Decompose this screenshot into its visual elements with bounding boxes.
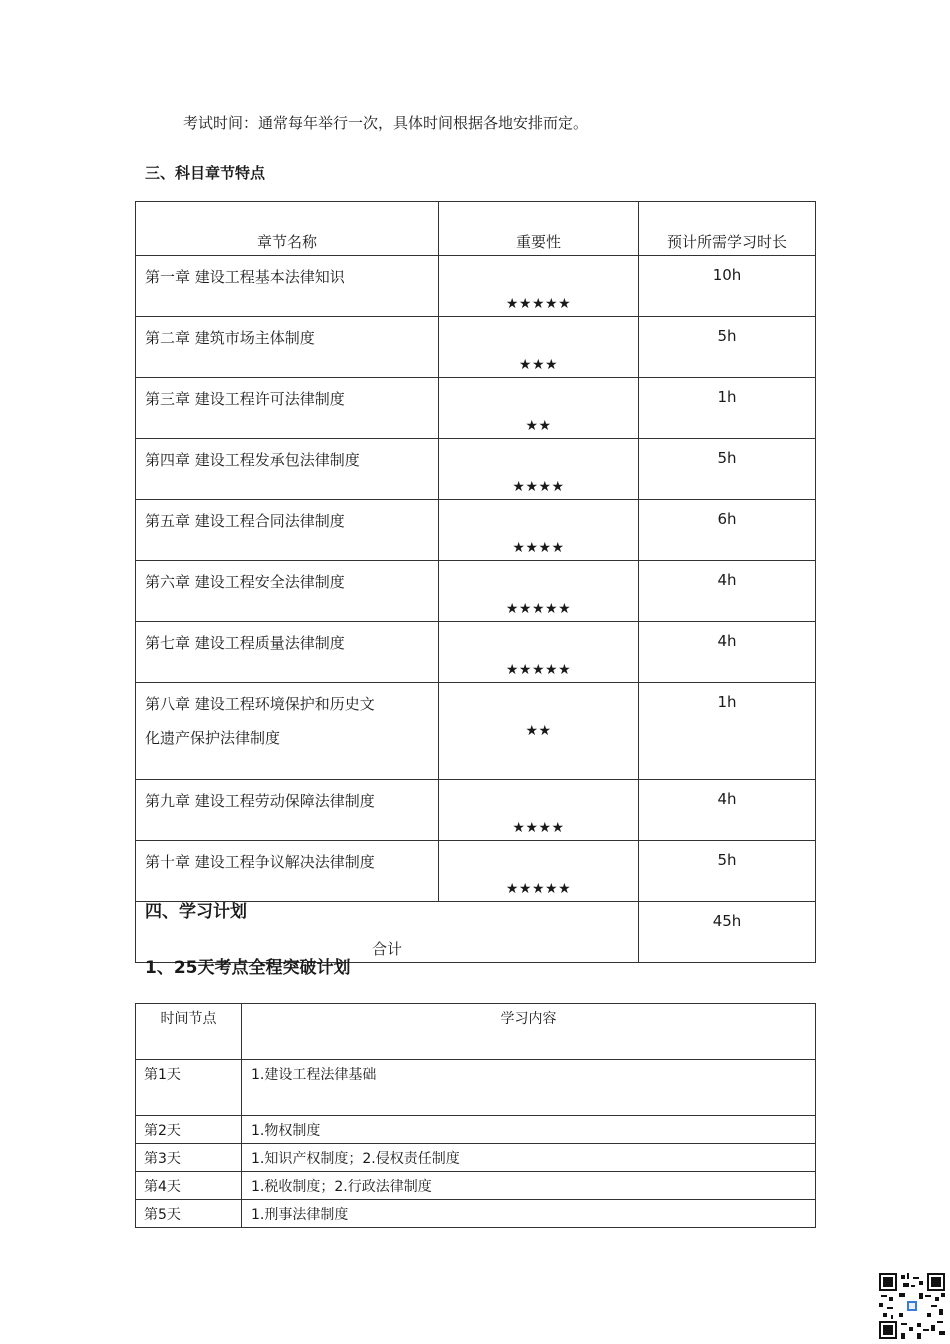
chapter-name: 第十章 建设工程争议解决法律制度 xyxy=(136,841,439,902)
chapter-name xyxy=(136,683,439,780)
section-4-heading: 四、学习计划 xyxy=(145,902,247,922)
header-study-hours: 预计所需学习时长 xyxy=(639,202,816,256)
plan-day: 第4天 xyxy=(136,1172,242,1200)
table-row xyxy=(136,1144,816,1172)
study-hours: 10h xyxy=(639,256,816,317)
importance-stars: ★★★★ xyxy=(439,500,639,561)
study-hours: 6h xyxy=(639,500,816,561)
plan-day: 第3天 xyxy=(136,1144,242,1172)
chapter-name: 第一章 建设工程基本法律知识 xyxy=(136,256,439,317)
table-row xyxy=(136,1116,816,1144)
table-row xyxy=(136,1200,816,1228)
table-row xyxy=(136,780,816,841)
table-header-row xyxy=(136,202,816,256)
chapter-name: 第五章 建设工程合同法律制度 xyxy=(136,500,439,561)
study-hours: 4h xyxy=(639,622,816,683)
table-row xyxy=(136,841,816,902)
importance-stars: ★★★★★ xyxy=(439,561,639,622)
chapter-name: 第三章 建设工程许可法律制度 xyxy=(136,378,439,439)
chapter-name: 第二章 建筑市场主体制度 xyxy=(136,317,439,378)
study-hours: 1h xyxy=(639,378,816,439)
table-row xyxy=(136,256,816,317)
table-row xyxy=(136,1172,816,1200)
plan-content: 1.物权制度 xyxy=(242,1116,816,1144)
plan-content: 1.知识产权制度；2.侵权责任制度 xyxy=(242,1144,816,1172)
study-hours: 5h xyxy=(639,841,816,902)
chapter-name-line-1: 第八章 建设工程环境保护和历史文 xyxy=(145,695,375,713)
chapter-name-line-2: 化遗产保护法律制度 xyxy=(145,729,281,747)
chapter-name: 第九章 建设工程劳动保障法律制度 xyxy=(136,780,439,841)
study-hours: 4h xyxy=(639,561,816,622)
section-3-heading: 三、科目章节特点 xyxy=(145,164,266,182)
chapter-name: 第六章 建设工程安全法律制度 xyxy=(136,561,439,622)
exam-time-text: 考试时间：通常每年举行一次，具体时间根据各地安排而定。 xyxy=(183,114,589,132)
plan-day: 第5天 xyxy=(136,1200,242,1228)
table-row xyxy=(136,378,816,439)
plan-content: 1.刑事法律制度 xyxy=(242,1200,816,1228)
importance-stars: ★★★★★ xyxy=(439,622,639,683)
header-importance: 重要性 xyxy=(439,202,639,256)
total-label: 合计 xyxy=(136,902,639,963)
study-plan-table xyxy=(135,1003,816,1228)
table-row xyxy=(136,1060,816,1116)
importance-stars: ★★★★ xyxy=(439,439,639,500)
importance-stars: ★★★★ xyxy=(439,780,639,841)
study-hours: 1h xyxy=(639,683,816,780)
chapter-name: 第四章 建设工程发承包法律制度 xyxy=(136,439,439,500)
importance-stars: ★★ xyxy=(439,378,639,439)
chapter-name: 第七章 建设工程质量法律制度 xyxy=(136,622,439,683)
total-hours: 45h xyxy=(639,902,816,963)
table-row xyxy=(136,561,816,622)
importance-stars: ★★ xyxy=(439,683,639,780)
chapters-table xyxy=(135,201,816,963)
importance-stars: ★★★★★ xyxy=(439,841,639,902)
header-chapter-name: 章节名称 xyxy=(136,202,439,256)
plan-content: 1.建设工程法律基础 xyxy=(242,1060,816,1116)
plan-content: 1.税收制度；2.行政法律制度 xyxy=(242,1172,816,1200)
table-row xyxy=(136,622,816,683)
plan-day: 第1天 xyxy=(136,1060,242,1116)
study-hours: 5h xyxy=(639,439,816,500)
table-row xyxy=(136,683,816,780)
study-hours: 5h xyxy=(639,317,816,378)
table-header-row xyxy=(136,1004,816,1060)
importance-stars: ★★★ xyxy=(439,317,639,378)
table-row xyxy=(136,500,816,561)
plan-heading: 1、25天考点全程突破计划 xyxy=(145,958,351,978)
header-content: 学习内容 xyxy=(242,1004,816,1060)
table-row xyxy=(136,317,816,378)
study-hours: 4h xyxy=(639,780,816,841)
qr-code-icon xyxy=(879,1273,945,1339)
plan-day: 第2天 xyxy=(136,1116,242,1144)
header-time: 时间节点 xyxy=(136,1004,242,1060)
table-row xyxy=(136,439,816,500)
importance-stars: ★★★★★ xyxy=(439,256,639,317)
